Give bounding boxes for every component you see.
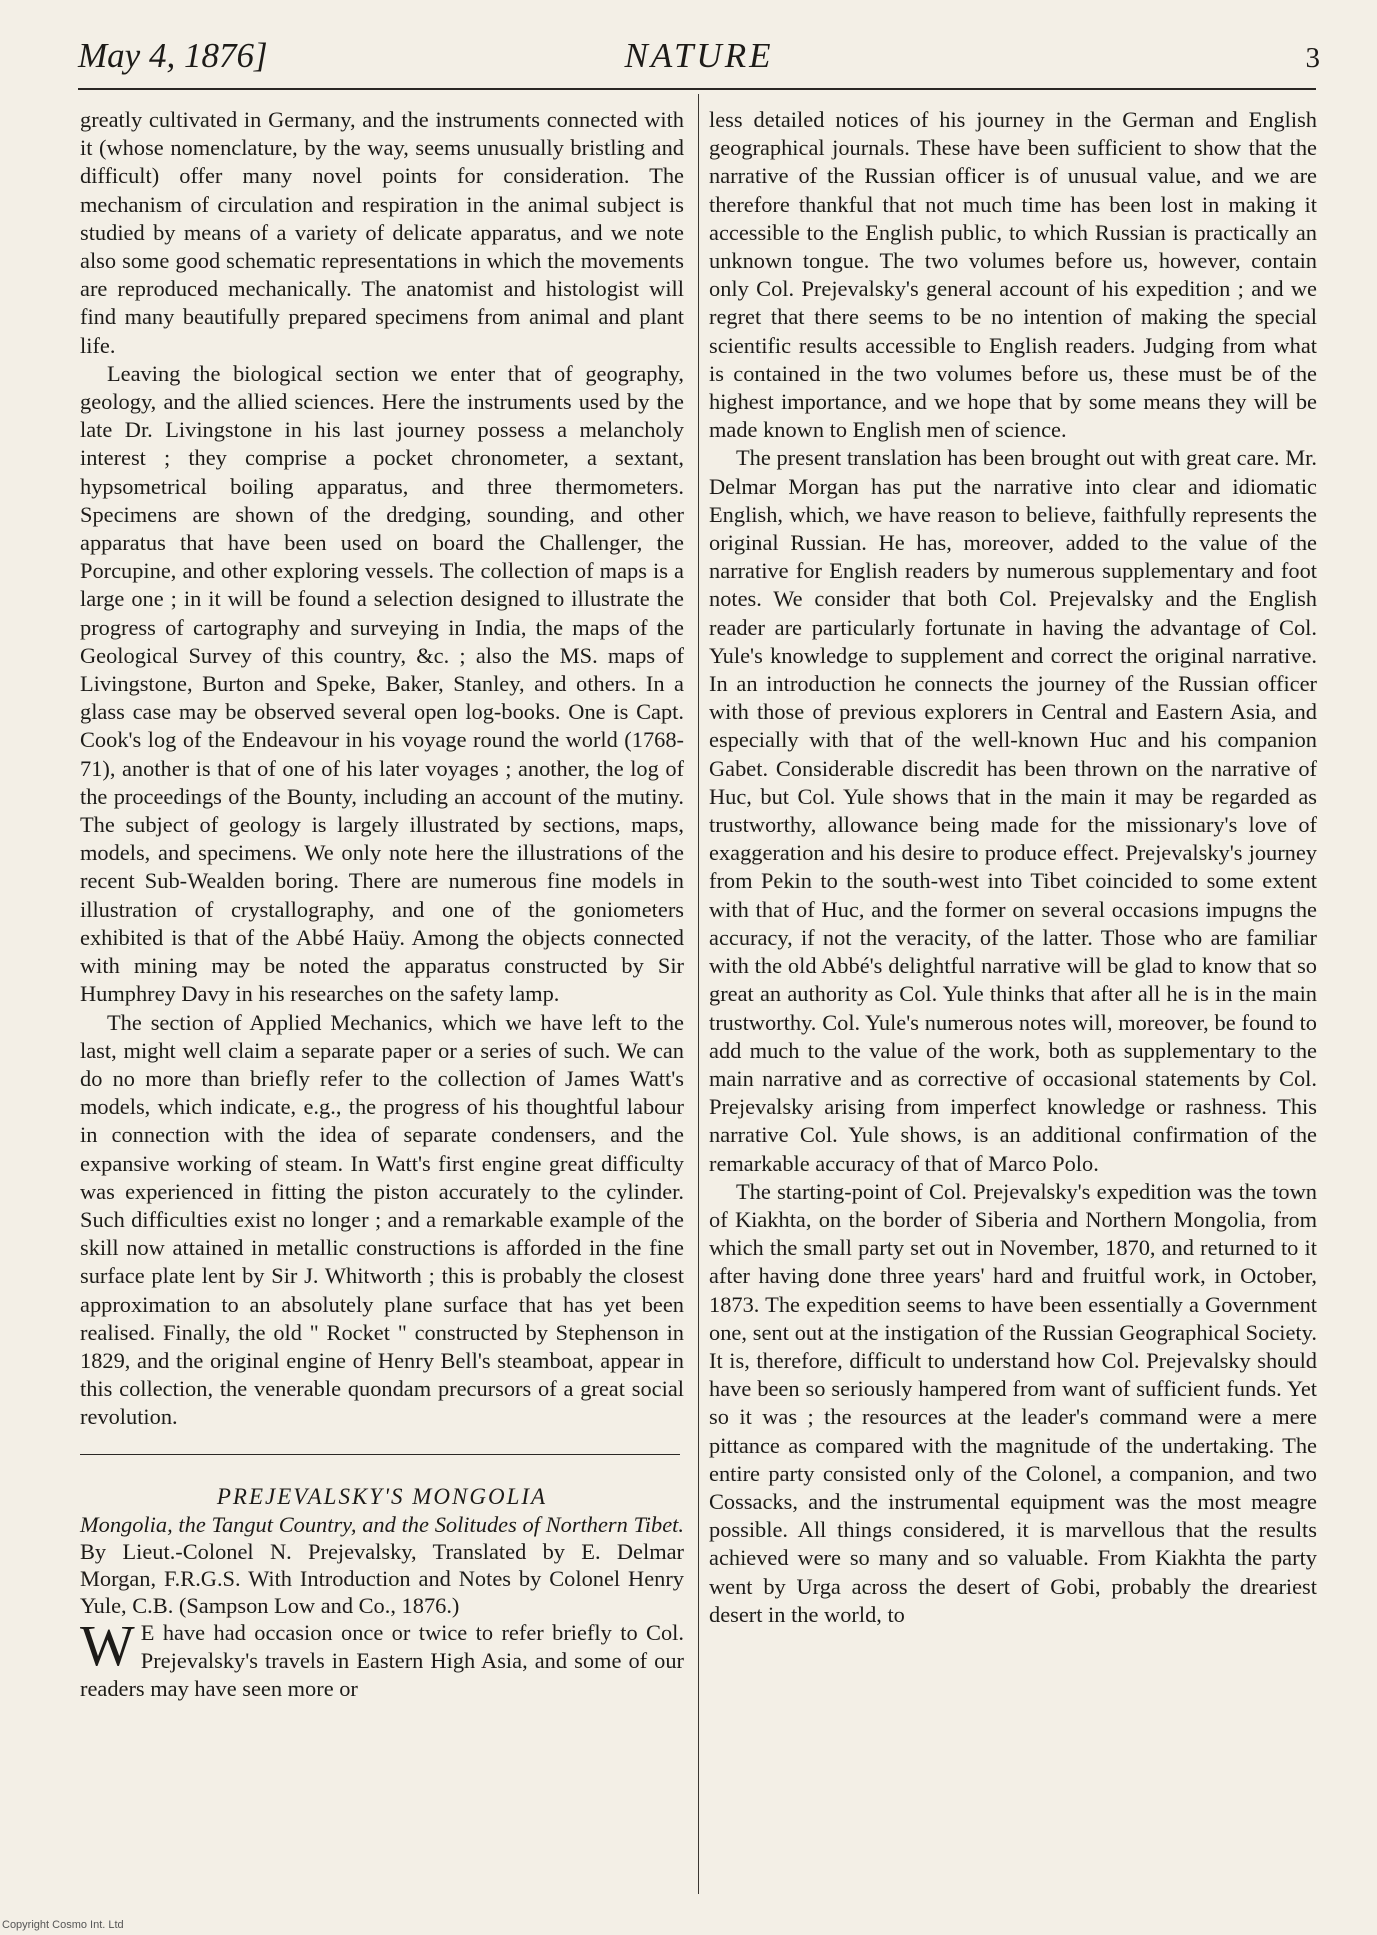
review-lead-paragraph xyxy=(80,1612,684,1704)
page-number: 3 xyxy=(1305,42,1320,74)
paragraph: The present translation has been brought out with great care. Mr. Delmar Morgan has put the narrative into clear and idiomatic English, which, we have reason to believe, faithfully represents the original Russian. He has, moreover, added to the value of the narrative for English readers by numerous supplementary and foot notes. We consider that both Col. Prejevalsky and the English reader are particularly fortunate in having the advantage of Col. Yule's knowledge to supplement and correct the original narrative. In an introduction he connects the journey of the Russian officer with those of previous explorers in Central and Eastern Asia, and especially with that of the well-known Huc and his companion Gabet. Considerable discredit has been thrown on the narrative of Huc, but Col. Yule shows that in the main it may be regarded as trustworthy, allowance being made for the missionary's love of exaggeration and his desire to produce effect. Prejevalsky's journey from Pekin to the south-west into Tibet coincided to some extent with that of Huc, and the former on several occasions impugns the accuracy, if not the veracity, of the latter. Those who are familiar with the old Abbé's delightful narrative will be glad to know that so great an authority as Col. Yule thinks that after all he is in the main trustworthy. Col. Yule's numerous notes will, moreover, be found to add much to the value of the work, both as supplementary to the main narrative and as corrective of occasional statements by Col. Prejevalsky arising from imperfect knowledge or rashness. This narrative Col. Yule shows, is an additional confirmation of the remarkable accuracy of that of Marco Polo. xyxy=(709,445,1317,1176)
journal-title: NATURE xyxy=(624,36,774,75)
column-divider xyxy=(698,94,699,1894)
copyright-notice: Copyright Cosmo Int. Ltd xyxy=(2,1919,124,1931)
paragraph: The starting-point of Col. Prejevalsky's expedition was the town of Kiakhta, on the border of Siberia and Northern Mongolia, from which the small party set out in November, 1870, and returned to it after having done three years' hard and fruitful work, in October, 1873. The expedition seems to have been essentially a Government one, sent out at the instigation of the Russian Geographical Society. It is, therefore, difficult to understand how Col. Prejevalsky should have been so seriously hampered from want of sufficient funds. Yet so it was ; the resources at the leader's command were a mere pittance as compared with the magnitude of the undertaking. The entire party consisted only of the Colonel, a companion, and two Cossacks, and the instrumental equipment was the most meagre possible. All things considered, it is marvellous that the results achieved were so many and so valuable. From Kiakhta the party went by Urga across the desert of Gobi, probably the dreariest desert in the world, to xyxy=(709,1178,1317,1627)
right-column xyxy=(709,106,1317,1629)
lead-text: E have had occasion once or twice to refer briefly to Col. Prejevalsky's travels in Eastern High Asia, and some of our readers may have seen more or xyxy=(80,1619,684,1702)
review-block xyxy=(80,1483,684,1704)
drop-cap: W xyxy=(80,1612,135,1678)
paragraph: Leaving the biological section we enter that of geography, geology, and the allied sciences. Here the instruments used by the late Dr. Livingstone in his last journey possess a melancholy interest ; they comprise a pocket chronometer, a sextant, hypsometrical boiling apparatus, and three thermometers. Specimens are shown of the dredging, sounding, and other apparatus that have been used on board the Challenger, the Porcupine, and other exploring vessels. The collection of maps is a large one ; in it will be found a selection designed to illustrate the progress of cartography and surveying in India, the maps of the Geological Survey of this country, &c. ; also the MS. maps of Livingstone, Burton and Speke, Baker, Stanley, and others. In a glass case may be observed several open log-books. One is Capt. Cook's log of the Endeavour in his voyage round the world (1768-71), another is that of one of his later voyages ; another, the log of the proceedings of the Bounty, including an account of the mutiny. The subject of geology is largely illustrated by sections, maps, models, and specimens. We only note here the illustrations of the recent Sub-Wealden boring. There are numerous fine models in illustration of crystallography, and one of the goniometers exhibited is that of the Abbé Haüy. Among the objects connected with mining may be noted the apparatus constructed by Sir Humphrey Davy in his researches on the safety lamp. xyxy=(80,360,684,1007)
header-rule xyxy=(78,88,1316,90)
page-header xyxy=(78,36,1320,88)
book-details: By Lieut.-Colonel N. Prejevalsky, Translated by E. Delmar Morgan, F.R.G.S. With Introduction and Notes by Colonel Henry Yule, C.B. (Sampson Low and Co., 1876.) xyxy=(80,1538,684,1618)
left-column xyxy=(80,106,684,1703)
issue-date: May 4, 1876] xyxy=(78,36,268,75)
review-title: PREJEVALSKY'S MONGOLIA xyxy=(216,1483,548,1509)
review-bibliography xyxy=(80,1511,684,1619)
paragraph: The section of Applied Mechanics, which we have left to the last, might well claim a separate paper or a series of such. We can do no more than briefly refer to the collection of James Watt's models, which indicate, e.g., the progress of his thoughtful labour in connection with the idea of separate condensers, and the expansive working of steam. In Watt's first engine great difficulty was experienced in fitting the piston accurately to the cylinder. Such difficulties exist no longer ; and a remarkable example of the skill now attained in metallic constructions is afforded in the fine surface plate lent by Sir J. Whitworth ; this is probably the closest approximation to an absolutely plane surface that has yet been realised. Finally, the old " Rocket " constructed by Stephenson in 1829, and the original engine of Henry Bell's steamboat, appear in this collection, the venerable quondam precursors of a great social revolution. xyxy=(80,1009,684,1430)
book-title: Mongolia, the Tangut Country, and the Solitudes of Northern Tibet. xyxy=(80,1511,684,1537)
section-rule xyxy=(80,1454,680,1455)
paragraph: greatly cultivated in Germany, and the instruments connected with it (whose nomenclature, by the way, seems unusually bristling and difficult) offer many novel points for consideration. The mechanism of circulation and respiration in the animal subject is studied by means of a variety of delicate apparatus, and we note also some good schematic representations in which the movements are reproduced mechanically. The anatomist and histologist will find many beautifully prepared specimens from animal and plant life. xyxy=(80,107,684,358)
paragraph: less detailed notices of his journey in the German and English geographical journals. These have been sufficient to show that the narrative of the Russian officer is of unusual value, and we are therefore thankful that not much time has been lost in making it accessible to the English public, to which Russian is practically an unknown tongue. The two volumes before us, however, contain only Col. Prejevalsky's general account of his expedition ; and we regret that there seems to be no intention of making the special scientific results accessible to English readers. Judging from what is contained in the two volumes before us, these must be of the highest importance, and we hope that by some means they will be made known to English men of science. xyxy=(709,107,1317,443)
